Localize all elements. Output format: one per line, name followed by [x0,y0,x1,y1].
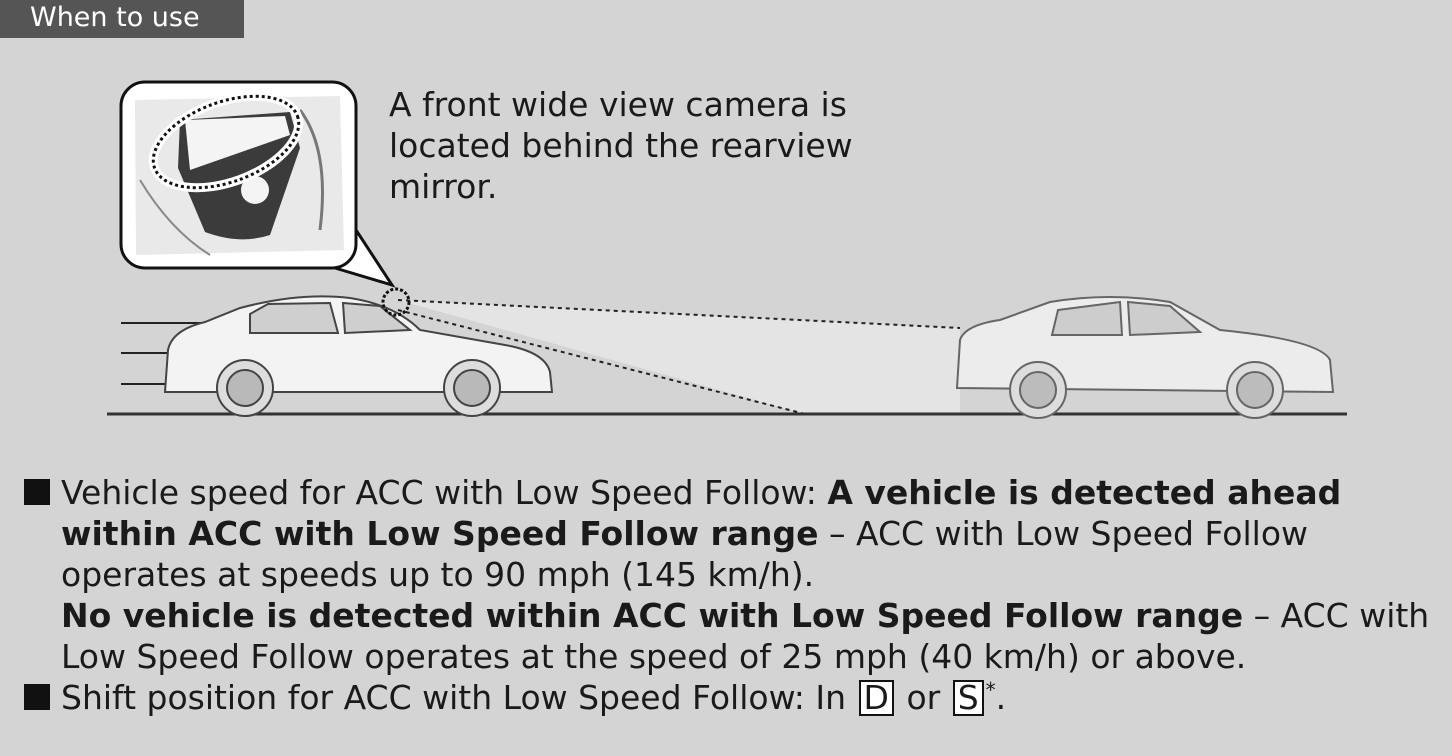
condition-not-detected: No vehicle is detected within ACC with Low Speed Follow range [61,596,1244,635]
camera-detail-inset [121,78,356,268]
shift-label: Shift position for ACC with Low Speed Follow: In [61,678,847,717]
camera-location-marker [383,289,409,315]
bullet-square-icon [24,479,50,505]
sentence-end: . [995,678,1007,717]
lead-vehicle [957,297,1333,418]
condition-detected: A vehicle is detected ahead within ACC with Low Speed Follow range [61,473,1342,553]
shift-joiner: or [906,678,941,717]
shift-d-key: D [859,680,894,716]
camera-caption: A front wide view camera is located behind the rearview mirror. [389,85,853,206]
speed-label: Vehicle speed for ACC with Low Speed Follow: [61,473,817,512]
conditions-list [24,472,1444,718]
condition-not-detected-detail: – ACC with Low Speed Follow operates at the speed of 25 mph (40 km/h) or above. [61,596,1430,676]
list-item [24,677,1444,718]
list-item [24,472,1444,677]
shift-s-key: S [953,680,984,716]
section-heading: When to use [0,0,244,38]
bullet-square-icon [24,684,50,710]
footnote-mark: * [985,678,996,702]
condition-detected-detail: – ACC with Low Speed Follow operates at speeds up to 90 mph (145 km/h). [61,514,1308,594]
